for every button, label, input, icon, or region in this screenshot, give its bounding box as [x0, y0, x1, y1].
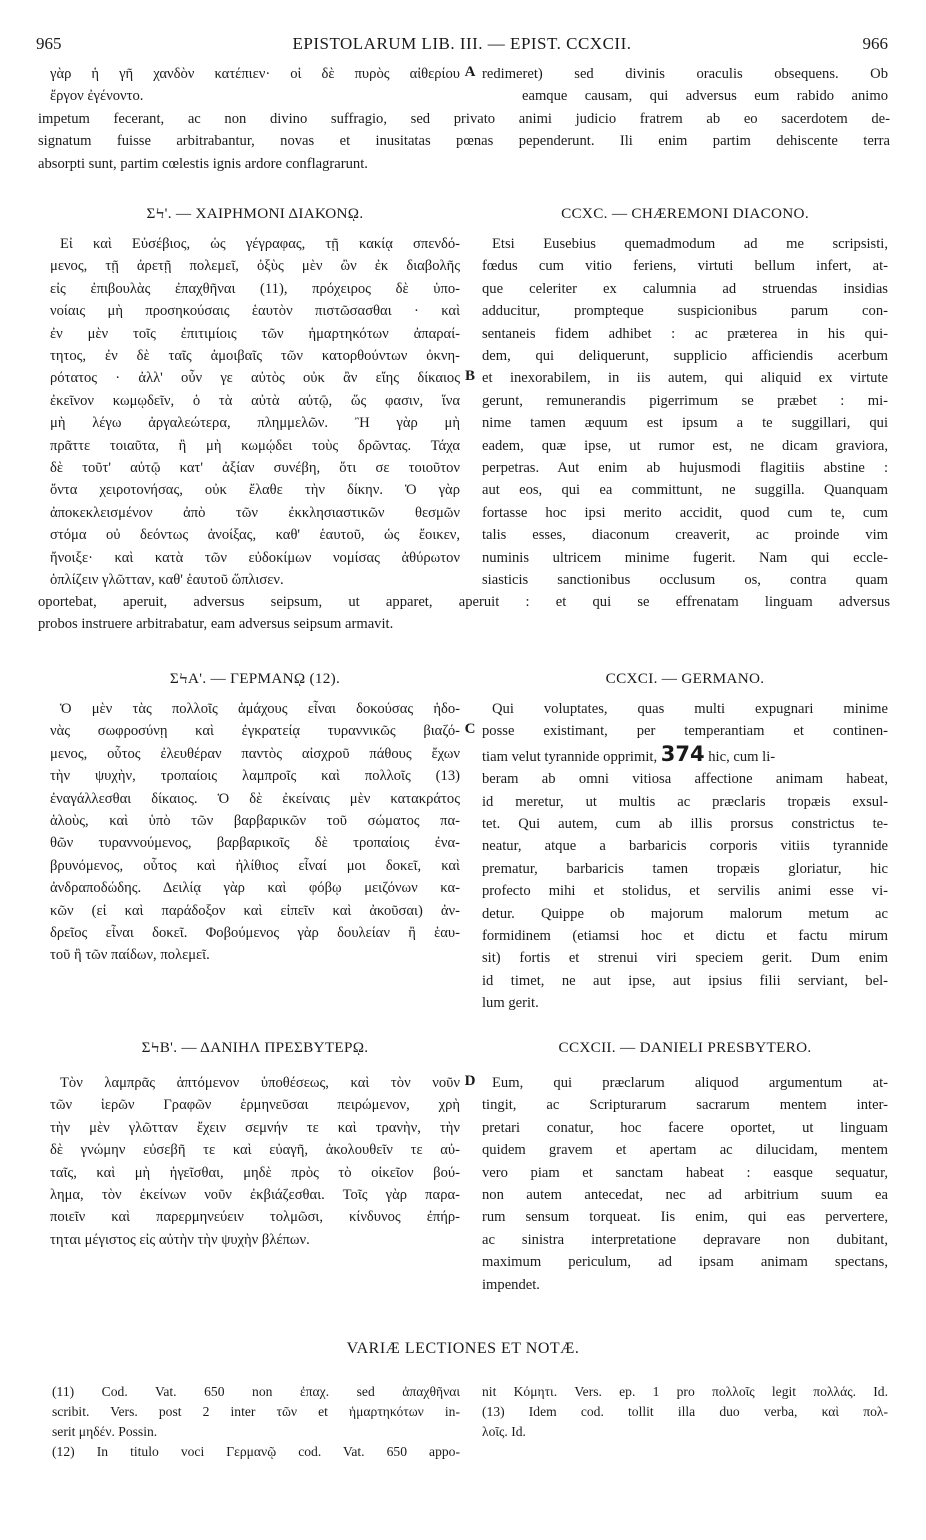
text-line: oportebat, aperuit, adversus seipsum, ut apparet, aperuit : et qui se effrenatam linguam adversus — [38, 594, 890, 610]
text-line: τῶν ἱερῶν Γραφῶν ἑρμηνεῦσαι πειρώμενον, χρὴ — [50, 1097, 460, 1114]
latin-continuation-full — [38, 108, 890, 175]
latin-heading-290: CCXC. — CHÆREMONI DIACONO. — [561, 205, 809, 222]
running-head — [36, 34, 888, 56]
note-line: nit Κόμητι. Vers. ep. 1 pro πολλοῖς legit πολλάς. Id. — [482, 1384, 888, 1399]
text-line: ὁπλίζειν γλῶτταν, καθ' ἑαυτοῦ ὥπλισεν. — [50, 572, 284, 589]
text-line: τητος, ἐν δὲ ταῖς ἀμοιβαῖς τῶν κατορθούντων ὀκνη- — [50, 348, 460, 365]
text-fragment: hic, cum li- — [704, 748, 776, 765]
margin-letter-a: A — [464, 64, 476, 80]
text-line: τὴν μὲν γλῶτταν ἔχειν σεμνήν τε καὶ τρανὴν, τὴν — [50, 1119, 460, 1136]
running-title: EPISTOLARUM LIB. III. — EPIST. CCXCII. — [292, 34, 632, 53]
text-line: id meretur, ut multis ac præclaris tropæis exsul- — [482, 793, 888, 810]
text-line: adducitur, prompteque suspicionibus parum con- — [482, 303, 888, 320]
text-line: Τὸν λαμπρᾶς ἁπτόμενον ὑποθέσεως, καὶ τὸν νοῦν — [60, 1075, 460, 1091]
margin-letter-c: C — [464, 721, 476, 737]
text-line: γὰρ ἡ γῆ χανδὸν κατέπιεν· οἱ δὲ πυρὸς αἰθερίου — [50, 66, 460, 82]
text-line: pretari conatur, hoc facere oportet, ut linguam — [482, 1119, 888, 1136]
greek-heading-292: ΣϞΒ'. — ΔΑΝΙΗΛ ΠΡΕΣΒΥΤΕΡῼ. — [141, 1039, 369, 1056]
text-line: fortasse hoc ipsi merito accidit, quod cum te, cum — [482, 504, 888, 521]
note-line: (12) In titulo voci Γερμανῷ cod. Vat. 650 appo- — [52, 1444, 460, 1459]
text-line: ἐν μὲν τοῖς ἐπιτιμίοις τῶν ἡμαρτηκότων ἀπαραί- — [50, 325, 460, 342]
text-line: beram ab omni vitiosa affectione animam habeat, — [482, 771, 888, 788]
text-line: absorpti sunt, partim cœlestis ignis ardore conflagrarunt. — [38, 155, 368, 172]
text-line: νὰς σωφροσύνῃ καὶ ἐγκρατείᾳ τυραννικῶς βιαζό- — [50, 723, 460, 740]
text-line: que celeriter ex calumnia ad struendas insidias — [482, 280, 888, 297]
latin-text-292 — [482, 1072, 888, 1296]
notes-heading: VARIÆ LECTIONES ET NOTÆ. — [346, 1340, 580, 1357]
text-line: gerunt, remunerandis pigerrimum se præbet : mi- — [482, 392, 888, 409]
text-line: eadem, quæ ipse, ut rumor est, ne dicam graviora, — [482, 437, 888, 454]
text-line: tet. Qui autem, cum ab illis prorsus constrictus te- — [482, 816, 888, 833]
text-line: ὄντα χειροτονήσας, οὐκ ἔλαθε τὴν δίκην. Ὁ γὰρ — [50, 482, 460, 499]
page-number-left: 965 — [36, 34, 62, 53]
text-line: εἰς ἐπιβουλὰς ἐπαχθῆναι (11), πρόχειρος δὲ ὑπο- — [50, 280, 460, 297]
text-line: nime tamen æquum est ipsum a te suggillari, qui — [482, 415, 888, 432]
text-line: ἐναγάλλεσθαι δίκαιος. Ὁ δὲ ἐκείναις μὲν κατακράτος — [50, 790, 460, 807]
text-line: siasticis sanctionibus occlusum os, contra quam — [482, 572, 888, 589]
greek-text-292 — [50, 1072, 460, 1251]
text-line: δρεῖος εἶναι δοκεῖ. Φοβούμενος γὰρ δουλείαν ἢ ἑαυ- — [50, 925, 460, 942]
greek-text-291 — [50, 698, 460, 967]
text-line: perpetras. Aut enim ab hujusmodi flagitiis abstine : — [482, 460, 888, 477]
text-line: τὴν ψυχὴν, τροπαίοις λαμπροῖς καὶ πολλοῖς (13) — [50, 768, 460, 785]
text-line: στόμα οὐ δεόντως ἀνοίξας, καθ' ἑαυτοῦ, ὡς ἔοικεν, — [50, 527, 460, 544]
text-line: ἐκεῖνον κωμῳδεῖν, ὁ τὰ αὐτὰ αὐτῷ, ὥς φασιν, ἵνα — [50, 392, 460, 409]
text-line: πρᾶττε τοιαῦτα, ἢ μὴ κωμῴδει τοὺς δρῶντας. Τάχα — [50, 437, 460, 454]
page-number-right: 966 — [862, 34, 888, 53]
text-line: ἔργον ἐγένοντο. — [50, 88, 144, 105]
latin-text-290 — [482, 233, 888, 592]
latin-heading-291: CCXCI. — GERMANO. — [605, 670, 765, 687]
text-line: βρυνόμενος, οὗτος καὶ ἠλίθιος εἶναί μοι δοκεῖ, καὶ — [50, 857, 460, 874]
latin-continuation — [482, 63, 888, 108]
text-line: eamque causam, qui adversus eum rabido animo — [522, 88, 888, 105]
text-line: et inexorabilem, in iis autem, qui aliquid ex virtute — [482, 370, 888, 387]
text-line: Etsi Eusebius quemadmodum ad me scripsisti, — [492, 236, 888, 252]
text-line: posse existimant, per temperantiam et continen- — [482, 723, 888, 740]
text-line: detur. Quippe ob majorum malorum metum ac — [482, 905, 888, 922]
text-line: Eum, qui præclarum aliquod argumentum at- — [492, 1075, 888, 1091]
text-line: fœdus cum vitio feriens, virtuti bellum infert, at- — [482, 258, 888, 275]
text-line: probos instruere arbitrabatur, eam adversus seipsum armavit. — [38, 616, 394, 633]
text-line: tingit, ac Scripturarum sacrarum mentem inter- — [482, 1097, 888, 1114]
text-line: τοῦ ἢ τῶν παίδων, πολεμεῖ. — [50, 947, 210, 964]
text-line: impendet. — [482, 1276, 540, 1293]
text-line: talis esses, diaconum creaverit, ac proinde vim — [482, 527, 888, 544]
text-line: μενος, τῇ ἀρετῇ πολεμεῖ, ὀξὺς μὲν ὢν ἐκ διαβολῆς — [50, 258, 460, 275]
notes-right — [482, 1382, 888, 1442]
text-line: ἀνδραποδώδης. Δειλίᾳ γὰρ καὶ φόβῳ μειζόνων κα- — [50, 880, 460, 897]
note-line: (11) Cod. Vat. 650 non ἐπαχ. sed ἀπαχθῆναι — [52, 1384, 460, 1399]
text-line: vero piam et sanctam habeat : easque sequatur, — [482, 1164, 888, 1181]
text-line: sentaneis fidem adhibet : ac præterea in his qui- — [482, 325, 888, 342]
greek-text-290 — [50, 233, 460, 592]
text-line: ρότατος · ἀλλ' οὖν γε αὐτὸς οὐκ ἂν εἴης δίκαιος — [50, 370, 460, 387]
text-line: neatur, atque a barbaricis corporis vitiis tyrannide — [482, 838, 888, 855]
column-number: 374 — [660, 742, 705, 766]
text-fragment: tiam velut tyrannide opprimit, — [482, 748, 661, 765]
text-line: sit) fortis et strenui viri speciem gerit. Dum enim — [482, 950, 888, 967]
note-line: serit μηδέν. Possin. — [52, 1424, 158, 1439]
text-line: μενος, οὗτος ἐλευθέραν παντὸς αἰσχροῦ πάθους ἔχων — [50, 745, 460, 762]
text-line: impetum fecerant, ac non divino suffragio, sed privato animi judicio fratrem ab eo sacerdotem de- — [38, 111, 890, 127]
text-line: ἁλοὺς, καὶ ὑπὸ τῶν βαρβαρικῶν τοῦ σώματος πα- — [50, 813, 460, 830]
text-line: Ὁ μὲν τὰς πολλοῖς ἀμάχους εἶναι δοκούσας ἡδο- — [60, 701, 460, 717]
margin-letter-b: B — [464, 368, 475, 384]
text-line: aut eos, qui ea committunt, ne suggilla. Quanquam — [482, 482, 888, 499]
text-line: ἀποκεκλεισμένον ἀπὸ τῶν ἐκκλησιαστικῶν θεσμῶν — [50, 504, 460, 521]
text-line: signatum fuisse arbitrabantur, novas et inusitatas pœnas pependerunt. Ili enim partim dehiscente terra — [38, 133, 890, 150]
text-line: ac sinistra interpretatione depravare non dubitant, — [482, 1231, 888, 1248]
text-line: ἤνοιξε· καὶ κατὰ τῶν εὐδοκίμων νομίσας ἀθύρωτον — [50, 549, 460, 566]
latin-text-291 — [482, 698, 888, 1015]
greek-heading-290: ΣϞ'. — ΧΑΙΡΗΜΟΝΙ ΔΙΑΚΟΝῼ. — [146, 205, 364, 222]
text-line: lum gerit. — [482, 995, 539, 1012]
text-line: ταῖς, καὶ μὴ ἡγεῖσθαι, μηδὲ πρὸς τὸ οἰκεῖον βού- — [50, 1164, 460, 1181]
text-line: λημα, τὸν ἐκείνων νοῦν ἐκβιάζεσθαι. Τοῖς γὰρ παρα- — [50, 1187, 460, 1204]
notes-left — [52, 1382, 460, 1462]
text-line: Εἰ καὶ Εὐσέβιος, ὡς γέγραφας, τῇ κακίᾳ σπενδό- — [60, 236, 460, 252]
text-line: Qui voluptates, quas multi expugnari minime — [492, 701, 888, 717]
margin-letter-d: D — [464, 1073, 476, 1089]
greek-heading-291: ΣϞΑ'. — ΓΕΡΜΑΝῼ (12). — [169, 670, 341, 687]
text-line: δὲ τοῦτ' αὐτῷ κατ' ἀξίαν συνέβη, ὅτι σε τοιοῦτον — [50, 460, 460, 477]
note-line: (13) Idem cod. tollit illa duo verba, καὶ πολ- — [482, 1404, 888, 1419]
text-line: μὴ λέγω ἀργαλεώτερα, πλημμελῶν. Ἢ γὰρ μὴ — [50, 415, 460, 432]
text-line: κῶν (εἰ καὶ παράδοξον καὶ εἰπεῖν καὶ ἀκοῦσαι) ἀν- — [50, 902, 460, 919]
text-line: profecto mihi et stolidus, et servilis animi esse vi- — [482, 883, 888, 900]
text-line: τηται μέγιστος εἰς αὐτὴν τὴν ψυχὴν βλέπων. — [50, 1231, 310, 1248]
text-line: non autem antecedat, nec ad arbitrium suum ea — [482, 1187, 888, 1204]
latin-heading-292: CCXCII. — DANIELI PRESBYTERO. — [558, 1039, 812, 1056]
note-line: scribit. Vers. post 2 inter τῶν et ἡμαρτηκότων in- — [52, 1404, 460, 1419]
text-line: maximum periculum, ad ipsam animam spectans, — [482, 1254, 888, 1271]
text-line: quidem gravem et apertam ac dilucidam, mentem — [482, 1142, 888, 1159]
text-line: prematur, barbaricis tamen tropæis gloriatur, hic — [482, 860, 888, 877]
text-line: δὲ γνώμην εὐσεβῆ τε καὶ εὐαγῆ, ἀκολουθεῖν τε αὐ- — [50, 1142, 460, 1159]
greek-continuation — [50, 63, 460, 108]
latin-290-full — [38, 591, 890, 636]
text-line: numinis ultricem minime fugerit. Nam qui eccle- — [482, 549, 888, 566]
note-line: λοῖς. Id. — [482, 1424, 526, 1439]
text-line: dem, qui deliquerunt, supplicio afficiendis acerbum — [482, 348, 888, 365]
text-line: ποιεῖν καὶ παρερμηνεύειν τολμῶσι, κίνδυνος ἐπήρ- — [50, 1209, 460, 1226]
text-line: νοίαις μὴ προσηκούσαις ἑαυτὸν πιστῶσασθαι · καὶ — [50, 303, 460, 320]
text-line: rum sensum torqueat. Iis enim, qui eas pervertere, — [482, 1209, 888, 1226]
text-line: θῶν τυραννούμενος, βαρβαρικοῖς δὲ τροπαίοις ἐνα- — [50, 835, 460, 852]
text-line: id timet, ne aut ipse, aut ipsius filii serviant, bel- — [482, 972, 888, 989]
text-line: redimeret) sed divinis oraculis obsequens. Ob — [482, 66, 888, 82]
text-line: formidinem (etiamsi hoc et dictu et factu mirum — [482, 928, 888, 945]
text-line — [482, 743, 888, 768]
